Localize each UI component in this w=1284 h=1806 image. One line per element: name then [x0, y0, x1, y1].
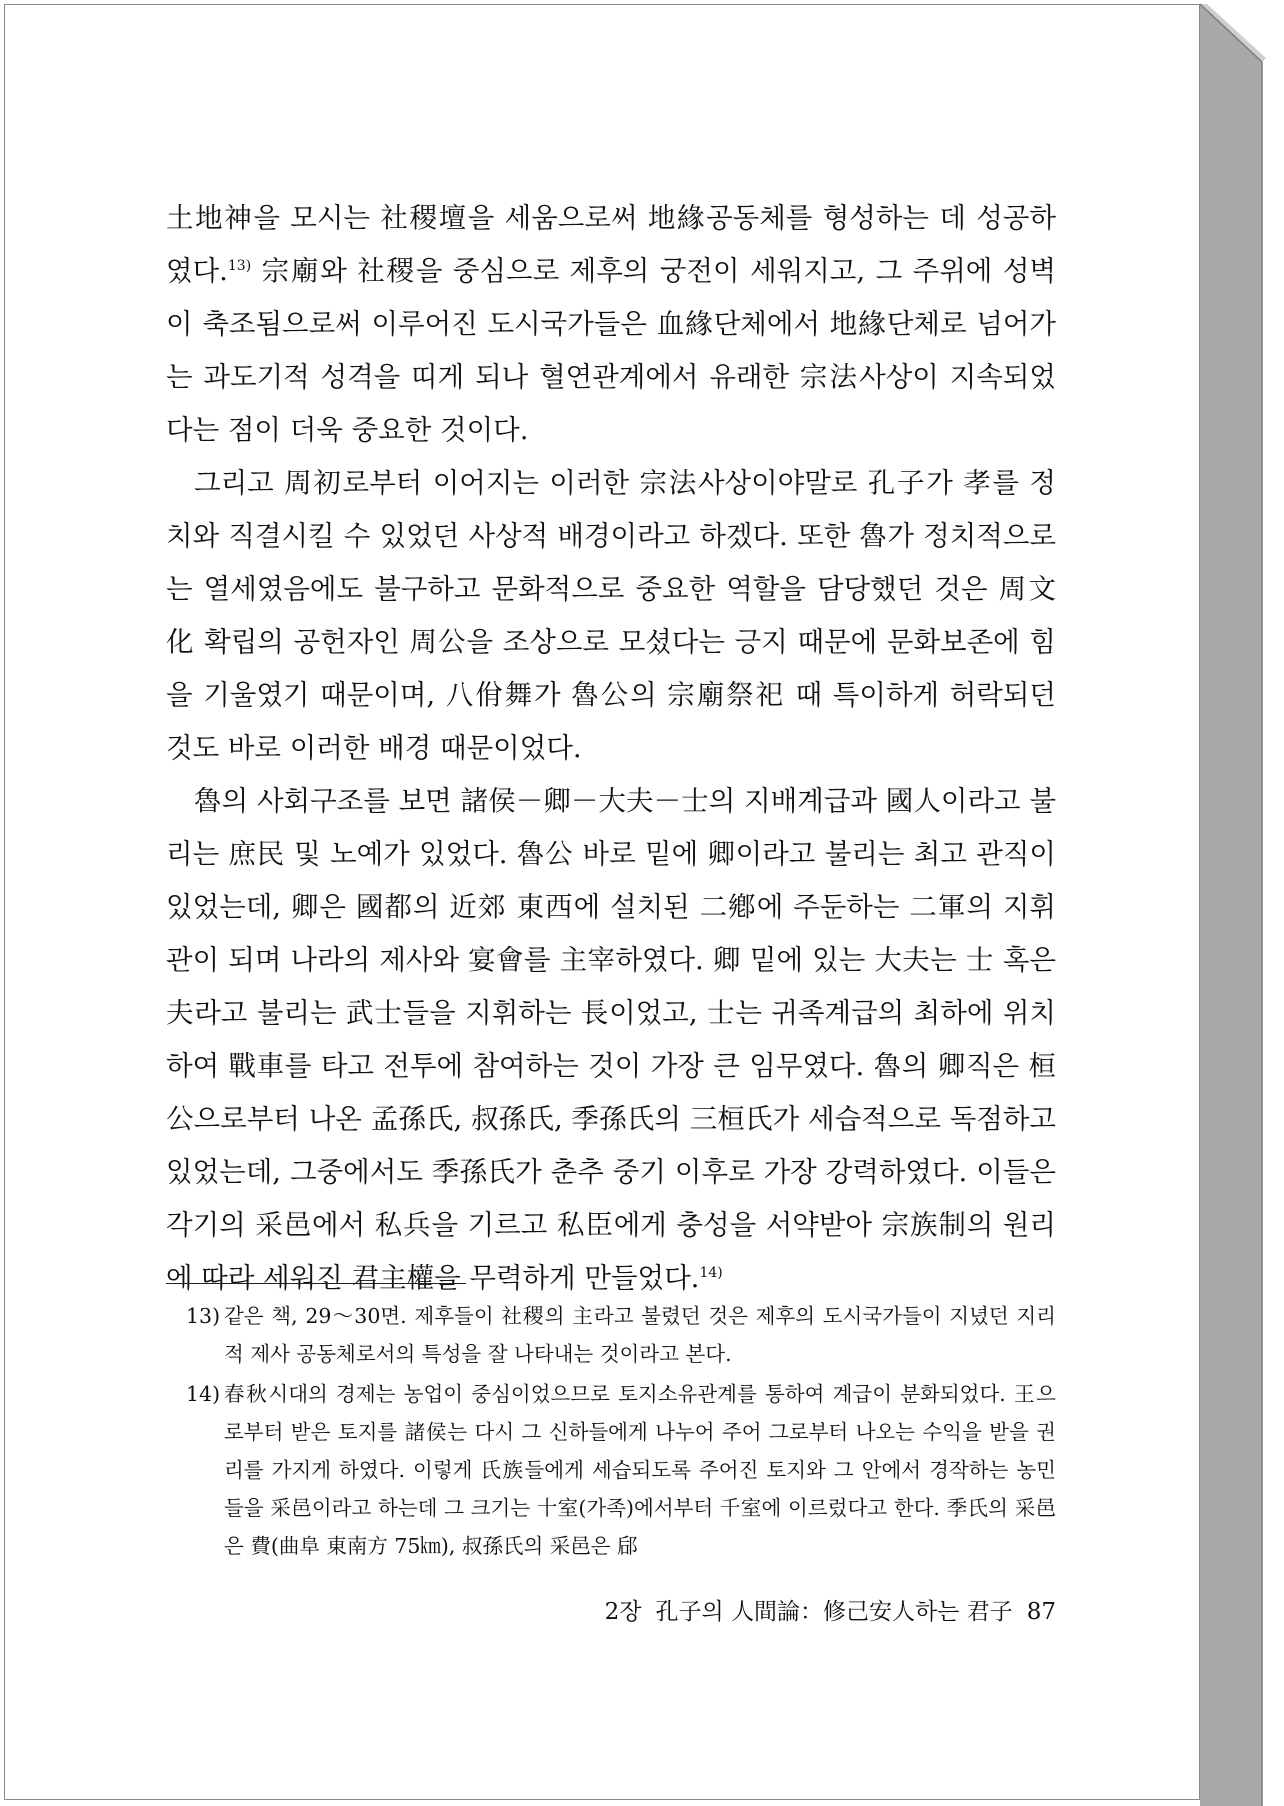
footnote-ref-14: 14) — [699, 1264, 723, 1281]
paragraph-text: 土地神을 모시는 社稷壇을 세움으로써 地緣공동체를 형성하는 데 성공하였다. — [166, 202, 1056, 287]
page-number: 87 — [1026, 1599, 1056, 1625]
footnote-ref-13: 13) — [227, 257, 252, 274]
footnote-text: 春秋시대의 경제는 농업이 중심이었으므로 토지소유관계를 통하여 계급이 분화되었다. 王으로부터 받은 토지를 諸侯는 다시 그 신하들에게 나누어 주어 그로부터 나오는 수익을 받을 권리를 가지게 하였다. 이렇게 氏族들에게 세습되도록 주어진 토지와 그 안에서 경작하는 농민들을 采邑이라고 하는데 그 크기는 十室(가족)에서부터 千室에 이르렀다고 한다. 季氏의 采邑은 費(曲阜 東南方 75㎞), 叔孫氏의 采邑은 郈 — [224, 1382, 1056, 1558]
footer-title: 孔子의 人間論：修己安人하는 君子 — [655, 1599, 1013, 1625]
paragraph-text-continued: 宗廟와 社稷을 중심으로 제후의 궁전이 세워지고, 그 주위에 성벽이 축조됨으로써 이루어진 도시국가들은 血緣단체에서 地緣단체로 넘어가는 과도기적 성격을 띠게 되나 혈연관계에서 유래한 宗法사상이 지속되었다는 점이 더욱 중요한 것이다. — [166, 255, 1056, 446]
paragraph-1 — [166, 192, 1056, 457]
running-footer — [540, 1593, 1056, 1626]
paragraph-2: 그리고 周初로부터 이어지는 이러한 宗法사상이야말로 孔子가 孝를 정치와 직결시킬 수 있었던 사상적 배경이라고 하겠다. 또한 魯가 정치적으로는 열세였음에도 불구하고 문화적으로 중요한 역할을 담당했던 것은 周文化 확립의 공헌자인 周公을 조상으로 모셨다는 긍지 때문에 문화보존에 힘을 기울였기 때문이며, 八佾舞가 魯公의 宗廟祭祀 때 특이하게 허락되던 것도 바로 이러한 배경 때문이었다. — [166, 467, 1056, 764]
footnote-14 — [186, 1375, 1056, 1565]
footnote-divider — [166, 1283, 466, 1284]
footnote-number: 13) — [186, 1304, 221, 1328]
footnote-13 — [186, 1297, 1056, 1373]
paragraph-text: 魯의 사회구조를 보면 諸侯－卿－大夫－士의 지배계급과 國人이라고 불리는 庶民 및 노예가 있었다. 魯公 바로 밑에 卿이라고 불리는 최고 관직이 있었는데, 卿은 國都의 近郊 東西에 설치된 二鄕에 주둔하는 二軍의 지휘관이 되며 나라의 제사와 宴會를 主宰하였다. 卿 밑에 있는 大夫는 士 혹은 夫라고 불리는 武士들을 지휘하는 長이었고, 士는 귀족계급의 최하에 위치하여 戰車를 타고 전투에 참여하는 것이 가장 큰 임무였다. 魯의 卿직은 桓公으로부터 나온 孟孫氏, 叔孫氏, 季孫氏의 三桓氏가 세습적으로 독점하고 있었는데, 그중에서도 季孫氏가 춘추 중기 이후로 가장 강력하였다. 이들은 각기의 采邑에서 私兵을 기르고 私臣에게 충성을 서약받아 宗族制의 원리에 따라 세워진 君主權을 무력하게 만들었다. — [166, 785, 1056, 1294]
paragraph-3 — [166, 775, 1056, 1305]
body-text — [166, 192, 1056, 1305]
footer-chapter: 2장 — [604, 1599, 642, 1625]
footnote-text: 같은 책, 29～30면. 제후들이 社稷의 主라고 불렸던 것은 제후의 도시국가들이 지녔던 지리적 제사 공동체로서의 특성을 잘 나타내는 것이라고 본다. — [224, 1304, 1056, 1366]
footnote-number: 14) — [186, 1382, 221, 1406]
footnotes — [186, 1297, 1056, 1567]
